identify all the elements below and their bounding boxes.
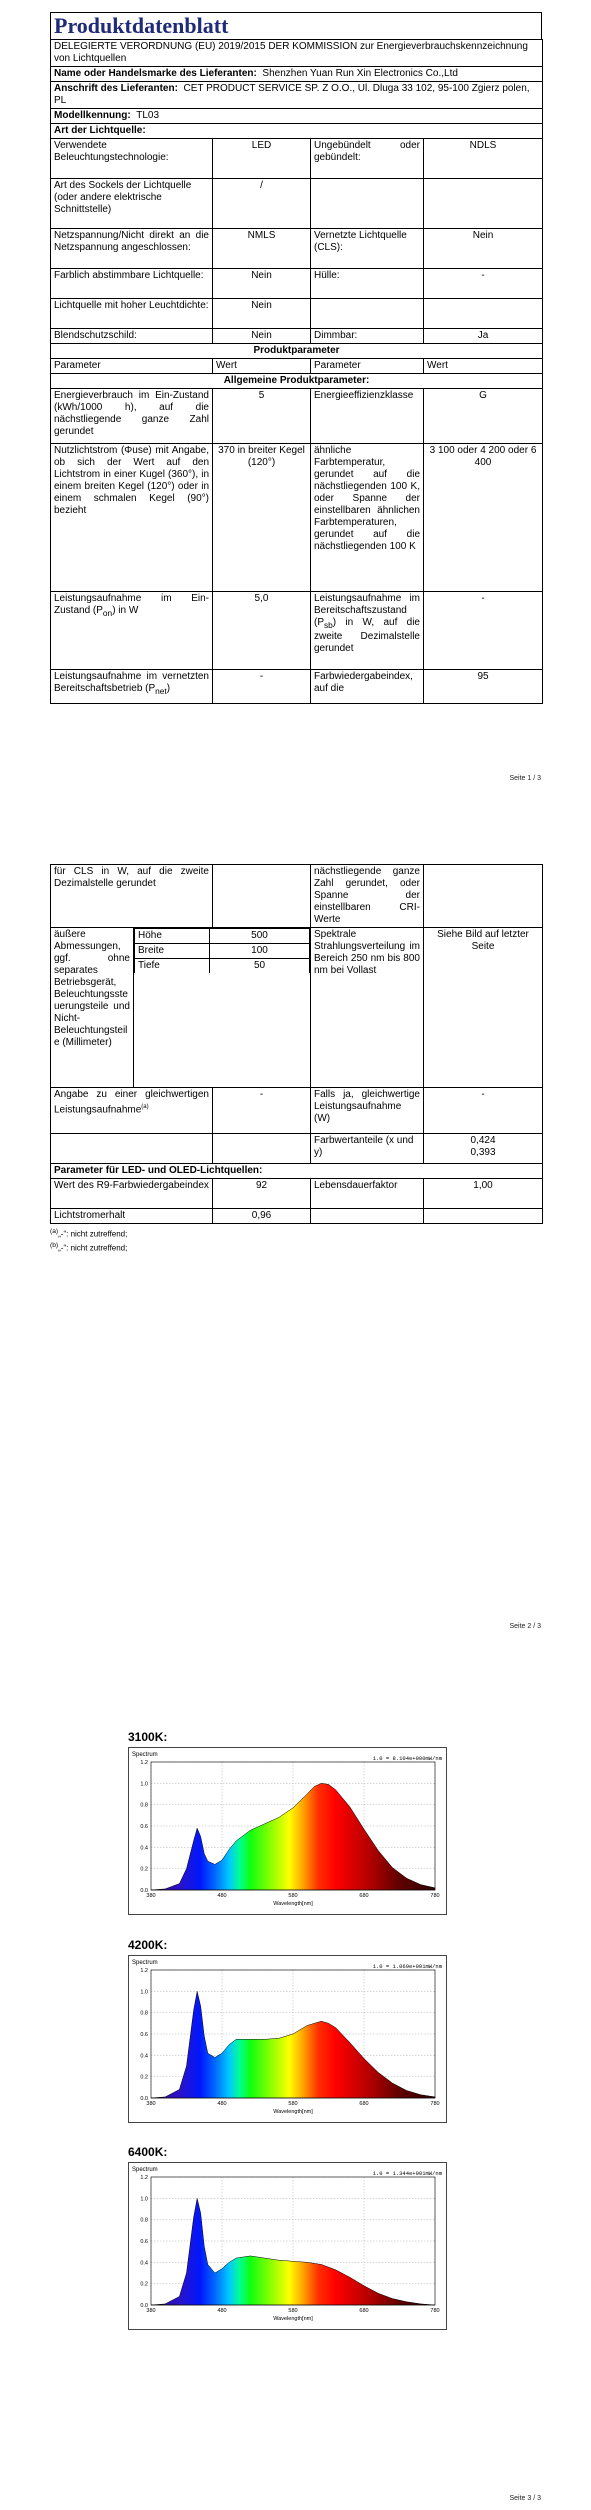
cri-value: 95 [424,670,543,704]
y-tick-label: 0.2 [140,2074,148,2081]
equivalent-power-label [51,1088,213,1134]
x-tick-label: 680 [359,1893,369,1899]
y-tick-label: 1.0 [140,1781,148,1788]
r9-value: 92 [213,1179,311,1209]
x-axis-label: Wavelength[nm] [273,2109,313,2115]
energy-class-label: Energieeffizienzklasse [311,389,424,444]
page-number-3: Seite 3 / 3 [509,2495,541,2502]
standby-power-text-a: Leistungsaufnahme im Bereitschaftszustand (P [314,593,420,628]
footnote-b-ref: (b) [50,1241,59,1249]
standby-power-value: - [424,592,543,670]
networked-standby-text-a: Leistungsaufnahme im vernetzten Bereitschaftsbetrieb (P [54,671,209,694]
chart-annotation: 1.0 = 1.344e+001mW/nm [372,2170,442,2177]
page-3 [0,1655,591,2510]
chart-title: Spectrum [132,1752,158,1758]
glare-shield-value: Nein [213,329,311,344]
networked-standby-sub: net [155,686,167,696]
dimmable-value: Ja [424,329,543,344]
x-tick-label: 480 [217,2101,227,2107]
footnote-a [50,1226,542,1240]
datasheet-page-2 [50,864,542,1253]
colour-tunable-label: Farblich abstimmbare Lichtquelle: [51,269,213,299]
model-id: TL03 [136,110,160,121]
chart-label-4200k: 4200K: [128,1938,168,1952]
dimensions-label: äußere Abmessungen, ggf. ohne separates Betriebsgerät, Beleuchtungssteuerungsteile und Nicht-Beleuchtungsteile (Millimeter) [51,928,134,1088]
y-tick-label: 0.4 [140,1845,148,1852]
datasheet-page-1 [50,12,542,704]
y-tick-label: 0.6 [140,2032,148,2038]
chromaticity-x: 0,424 [470,1135,496,1146]
chromaticity-value [424,1134,543,1164]
useful-flux-label: Nutzlichtstrom (Φuse) mit Angabe, ob sich der Wert auf den Lichtstrom in einer Kugel (360°), in einem breiten Kegel (120°) oder in einem schmalen Kegel (90°) bezieht [51,444,213,592]
y-tick-label: 0.2 [140,1866,148,1873]
socket-value: / [213,179,311,229]
standby-power-text-b: ) in W, auf die zweite Dezimalstelle gerundet [314,617,420,654]
y-tick-label: 0.4 [140,2053,148,2060]
x-tick-label: 780 [430,2308,440,2314]
networked-standby-label [51,670,213,704]
model-row [51,109,543,124]
supplier-address: CET PRODUCT SERVICE SP. Z O.O., Ul. Dluga 33 102, 95-100 Zgierz polen, PL [54,83,530,106]
mains-label: Netzspannung/Nicht direkt an die Netzspannung angeschlossen: [51,229,213,269]
chart-annotation: 1.0 = 8.104e+000mW/nm [372,1755,442,1762]
x-tick-label: 480 [217,2308,227,2314]
r9-label: Wert des R9-Farbwiedergabeindex [51,1179,213,1209]
equivalent-power-value: - [213,1088,311,1134]
colour-tunable-value: Nein [213,269,311,299]
dimmable-label: Dimmbar: [311,329,424,344]
chromaticity-label: Farbwertanteile (x und y) [311,1134,424,1164]
supplier-name: Shenzhen Yuan Run Xin Electronics Co.,Ltd [262,68,458,79]
y-tick-label: 0.6 [140,1824,148,1830]
col-header-value-2: Wert [424,359,543,374]
y-tick-label: 0.6 [140,2239,148,2245]
supplier-name-row [51,67,543,82]
x-tick-label: 680 [359,2308,369,2314]
equivalent-power-text: Angabe zu einer gleichwertigen Leistungsaufnahme [54,1089,209,1116]
footnotes [50,1226,542,1253]
on-mode-power-text-b: ) in W [112,605,139,616]
x-axis-label: Wavelength[nm] [273,2316,313,2322]
on-mode-power-value: 5,0 [213,592,311,670]
survival-factor-value: 1,00 [424,1179,543,1209]
spectrum-chart-4200k-svg [129,1956,446,2122]
standby-power-label [311,592,424,670]
useful-flux-value: 370 in breiter Kegel (120°) [213,444,311,592]
page-number-2: Seite 2 / 3 [509,1623,541,1630]
chart-label-6400k: 6400K: [128,2145,168,2159]
footnote-a-text: „-“: nicht zutreffend; [58,1229,128,1239]
chromaticity-y: 0,393 [470,1147,496,1158]
networked-standby-label-continued: für CLS in W, auf die zweite Dezimalstelle gerundet [51,865,213,928]
spectral-distribution-value: Siehe Bild auf letzter Seite [424,928,543,1088]
col-header-param-1: Parameter [51,359,213,374]
energy-consumption-value: 5 [213,389,311,444]
product-params-header: Produktparameter [51,344,543,359]
x-axis-label: Wavelength[nm] [273,1901,313,1907]
x-tick-label: 380 [146,2308,156,2314]
supplier-name-label: Name oder Handelsmarke des Lieferanten: [54,68,257,79]
y-tick-label: 0.8 [140,2217,148,2224]
cct-value: 3 100 oder 4 200 oder 6 400 [424,444,543,592]
x-tick-label: 480 [217,1893,227,1899]
spectrum-chart-3100k [128,1747,447,1915]
standby-power-sub: sb [324,620,333,630]
document-title: Produktdatenblatt [50,12,542,39]
product-table [50,39,543,704]
y-tick-label: 0.4 [140,2260,148,2267]
envelope-value: - [424,269,543,299]
y-tick-label: 0.8 [140,2010,148,2017]
envelope-label: Hülle: [311,269,424,299]
chart-annotation: 1.0 = 1.069e+001mW/nm [372,1963,442,1970]
led-params-header: Parameter für LED- und OLED-Lichtquellen: [51,1164,543,1179]
x-tick-label: 780 [430,1893,440,1899]
model-label: Modellkennung: [54,110,131,121]
chart-title: Spectrum [132,2167,158,2173]
height-value: 500 [210,929,310,944]
footnote-b-text: „-“: nicht zutreffend; [58,1243,128,1253]
on-mode-power-text-a: Leistungsaufnahme im Ein-Zustand (P [54,593,209,616]
x-tick-label: 680 [359,2101,369,2107]
y-tick-label: 1.0 [140,2196,148,2203]
page-2 [0,800,591,1655]
general-params-header: Allgemeine Produktparameter: [51,374,543,389]
x-tick-label: 380 [146,1893,156,1899]
footnote-a-ref: (a) [50,1228,59,1235]
mains-value: NMLS [213,229,311,269]
spectrum-chart-4200k [128,1955,447,2123]
cri-label-part-1: Farbwiedergabeindex, auf die [311,670,424,704]
light-source-type-header: Art der Lichtquelle: [51,124,543,139]
high-luminance-value: Nein [213,299,311,329]
x-tick-label: 380 [146,2101,156,2107]
high-luminance-label: Lichtquelle mit hoher Leuchtdichte: [51,299,213,329]
unbundled-value: NDLS [424,139,543,179]
dimensions-cell [134,928,311,1088]
y-tick-label: 0.2 [140,2281,148,2288]
technology-value: LED [213,139,311,179]
x-tick-label: 580 [288,1893,298,1899]
unbundled-label: Ungebündelt oder gebündelt: [311,139,424,179]
y-tick-label: 1.0 [140,1989,148,1996]
spectral-distribution-label: Spektrale Strahlungsverteilung im Bereich 250 nm bis 800 nm bei Vollast [311,928,424,1088]
width-label: Breite [135,944,210,959]
socket-label: Art des Sockels der Lichtquelle (oder andere elektrische Schnittstelle) [51,179,213,229]
depth-value: 50 [210,959,310,974]
on-mode-power-sub: on [102,608,113,618]
connected-label: Vernetzte Lichtquelle (CLS): [311,229,424,269]
on-mode-power-label [51,592,213,670]
col-header-value-1: Wert [213,359,311,374]
spectrum-chart-6400k-svg [129,2163,446,2329]
dimensions-table [134,928,310,973]
y-tick-label: 0.0 [140,2096,148,2102]
y-tick-label: 0.0 [140,1888,148,1894]
energy-class-value: G [424,389,543,444]
y-tick-label: 1.2 [140,2175,148,2181]
connected-value: Nein [424,229,543,269]
height-label: Höhe [135,929,210,944]
product-table-continued [50,864,543,1224]
networked-standby-value: - [213,670,311,704]
energy-consumption-label: Energieverbrauch im Ein-Zustand (kWh/1000 h), auf die nächstliegende ganze Zahl gerundet [51,389,213,444]
regulation-text: DELEGIERTE VERORDNUNG (EU) 2019/2015 DER KOMMISSION zur Energieverbrauchskennzeichnung von Lichtquellen [51,40,543,67]
spectrum-chart-6400k [128,2162,447,2330]
y-tick-label: 0.0 [140,2303,148,2309]
chart-label-3100k: 3100K: [128,1730,168,1744]
cct-label: ähnliche Farbtemperatur, gerundet auf die nächstliegenden 100 K, oder Spanne der einstellbaren ähnlichen Farbtemperaturen, gerundet auf die nächstliegenden 100 K [311,444,424,592]
depth-label: Tiefe [135,959,210,974]
lumen-maintenance-label: Lichtstromerhalt [51,1209,213,1224]
survival-factor-label: Lebensdauerfaktor [311,1179,424,1209]
equivalent-power-sup: (a) [141,1104,149,1110]
cri-label-part-2: nächstliegende ganze Zahl gerundet, oder Spanne der einstellbaren CRI-Werte [311,865,424,928]
supplier-address-row [51,82,543,109]
width-value: 100 [210,944,310,959]
supplier-address-label: Anschrift des Lieferanten: [54,83,178,94]
x-tick-label: 580 [288,2101,298,2107]
page-1 [0,0,591,800]
claimed-power-value: - [424,1088,543,1134]
footnote-b [50,1240,542,1254]
spectrum-chart-3100k-svg [129,1748,446,1914]
y-tick-label: 0.8 [140,1802,148,1809]
x-tick-label: 780 [430,2101,440,2107]
x-tick-label: 580 [288,2308,298,2314]
col-header-param-2: Parameter [311,359,424,374]
chart-title: Spectrum [132,1960,158,1966]
technology-label: Verwendete Beleuchtungstechnologie: [51,139,213,179]
glare-shield-label: Blendschutzschild: [51,329,213,344]
networked-standby-text-b: ) [166,683,171,694]
claimed-power-label: Falls ja, gleichwertige Leistungsaufnahme (W) [311,1088,424,1134]
page-number-1: Seite 1 / 3 [509,775,541,782]
lumen-maintenance-value: 0,96 [213,1209,311,1224]
y-tick-label: 1.2 [140,1760,148,1766]
y-tick-label: 1.2 [140,1968,148,1974]
